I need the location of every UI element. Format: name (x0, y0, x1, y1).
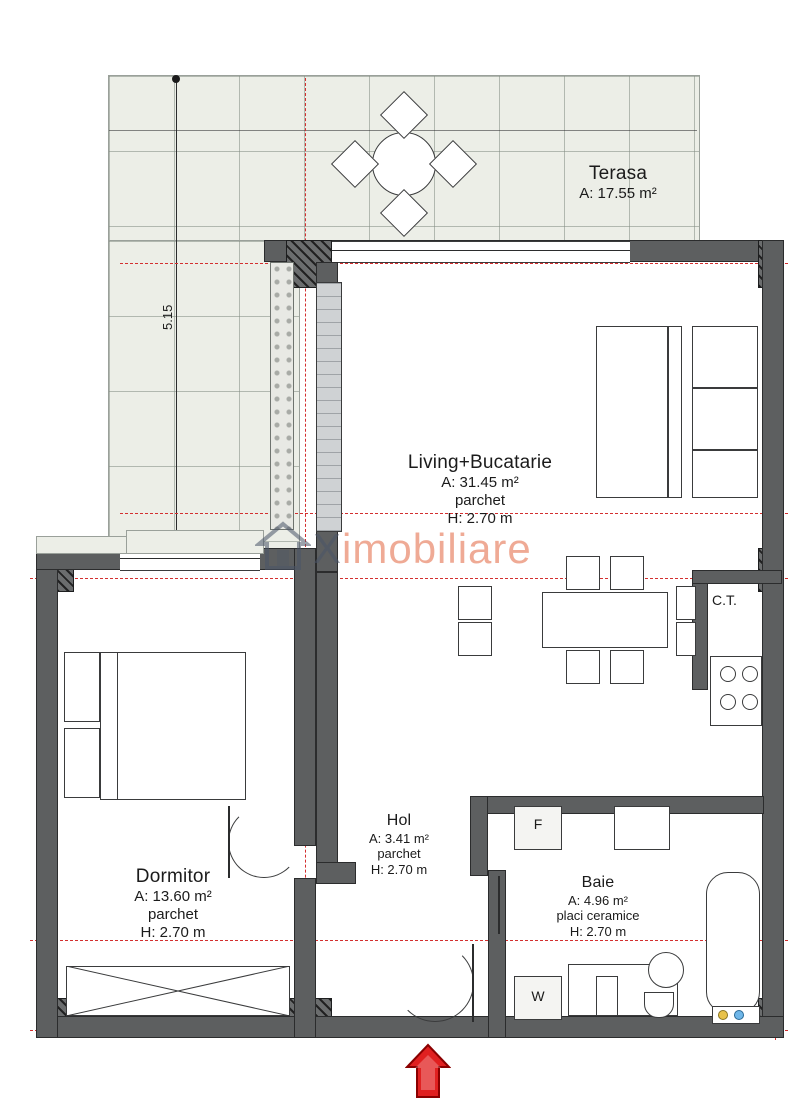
window-top-living (330, 241, 630, 263)
room-area: A: 31.45 m² (441, 474, 519, 492)
room-label-dormitor (62, 866, 284, 941)
sink-basin (648, 952, 684, 988)
axis-horizontal-top (120, 263, 788, 264)
wall-bottom-exterior (36, 1016, 784, 1038)
shelf-unit-bottom (692, 450, 758, 498)
stove-burner-2 (742, 666, 758, 682)
shelf-unit-mid (692, 388, 758, 450)
room-name: Living+Bucatarie (407, 452, 553, 473)
dining-chair-8 (676, 622, 696, 656)
wardrobe-cross-icon (66, 966, 290, 1016)
room-area: A: 3.41 m² (369, 830, 429, 846)
door-hall-entry-leaf (472, 944, 474, 1022)
stove-burner-4 (742, 694, 758, 710)
wall-bedroom-hall (294, 548, 316, 846)
dining-chair-3 (566, 556, 600, 590)
door-hall-entry-arc (396, 944, 474, 1022)
room-name: Dormitor (135, 866, 211, 887)
dining-chair-1 (458, 586, 492, 620)
bathtub (706, 872, 760, 1014)
axis-horizontal-living (30, 578, 788, 579)
kitchen-sink-box (614, 806, 670, 850)
bedroom-sill-right (126, 530, 264, 554)
fridge-label: F (533, 816, 543, 832)
entry-arrow-icon (405, 1043, 451, 1101)
ct-label: C.T. (712, 592, 737, 608)
wall-bath-left (488, 870, 506, 1038)
dining-chair-5 (566, 650, 600, 684)
nightstand-bottom (64, 728, 100, 798)
wall-right-exterior (762, 240, 784, 1038)
dimension-line-vertical (176, 78, 177, 540)
room-height: H: 2.70 m (370, 861, 428, 877)
wall-hall-left-lower (294, 878, 316, 1038)
room-name: Baie (581, 874, 615, 891)
partition-living-left (316, 282, 342, 532)
room-height: H: 2.70 m (569, 923, 627, 939)
dining-table (542, 592, 668, 648)
window-bedroom-mullion (120, 558, 260, 559)
stove-burner-1 (720, 666, 736, 682)
room-label-hol (316, 812, 482, 877)
dimension-label-515: 5.15 (160, 304, 175, 330)
room-finish: placi ceramice (556, 908, 640, 924)
sofa-back (668, 326, 682, 498)
bed (100, 652, 246, 800)
wall-terrace-textured (270, 262, 294, 530)
room-name: Terasa (588, 163, 648, 184)
nightstand-top (64, 652, 100, 722)
dining-chair-6 (610, 650, 644, 684)
dining-chair-2 (458, 622, 492, 656)
bath-dot-1 (718, 1010, 728, 1020)
watermark-prefix: X (313, 525, 343, 572)
room-area: A: 17.55 m² (579, 185, 657, 203)
room-finish: parchet (147, 906, 199, 924)
shelf-unit-top (692, 326, 758, 388)
wall-left-exterior (36, 548, 58, 1038)
room-height: H: 2.70 m (447, 509, 513, 527)
dimension-tick-top (172, 75, 180, 83)
watermark-text: imobiliare (342, 525, 532, 572)
room-name: Hol (386, 812, 412, 829)
washer-label: W (531, 988, 545, 1004)
shower-tray (596, 976, 618, 1016)
dining-chair-4 (610, 556, 644, 590)
room-area: A: 4.96 m² (568, 892, 628, 908)
bedroom-sill (36, 536, 128, 554)
bath-dot-2 (734, 1010, 744, 1020)
toilet (644, 992, 674, 1018)
room-finish: parchet (377, 846, 421, 862)
room-area: A: 13.60 m² (134, 888, 212, 906)
door-bathroom-leaf (498, 876, 500, 934)
room-label-terasa (528, 163, 708, 203)
wall-ct-top (692, 570, 782, 584)
sofa (596, 326, 668, 498)
stove-burner-3 (720, 694, 736, 710)
room-finish: parchet (454, 492, 506, 510)
dining-chair-7 (676, 586, 696, 620)
terrace-table (372, 132, 436, 196)
room-label-baie (508, 874, 688, 939)
window-top-mullion (330, 250, 630, 251)
room-height: H: 2.70 m (140, 923, 206, 941)
room-label-living-bucatarie (370, 452, 590, 527)
pillow (100, 652, 118, 800)
